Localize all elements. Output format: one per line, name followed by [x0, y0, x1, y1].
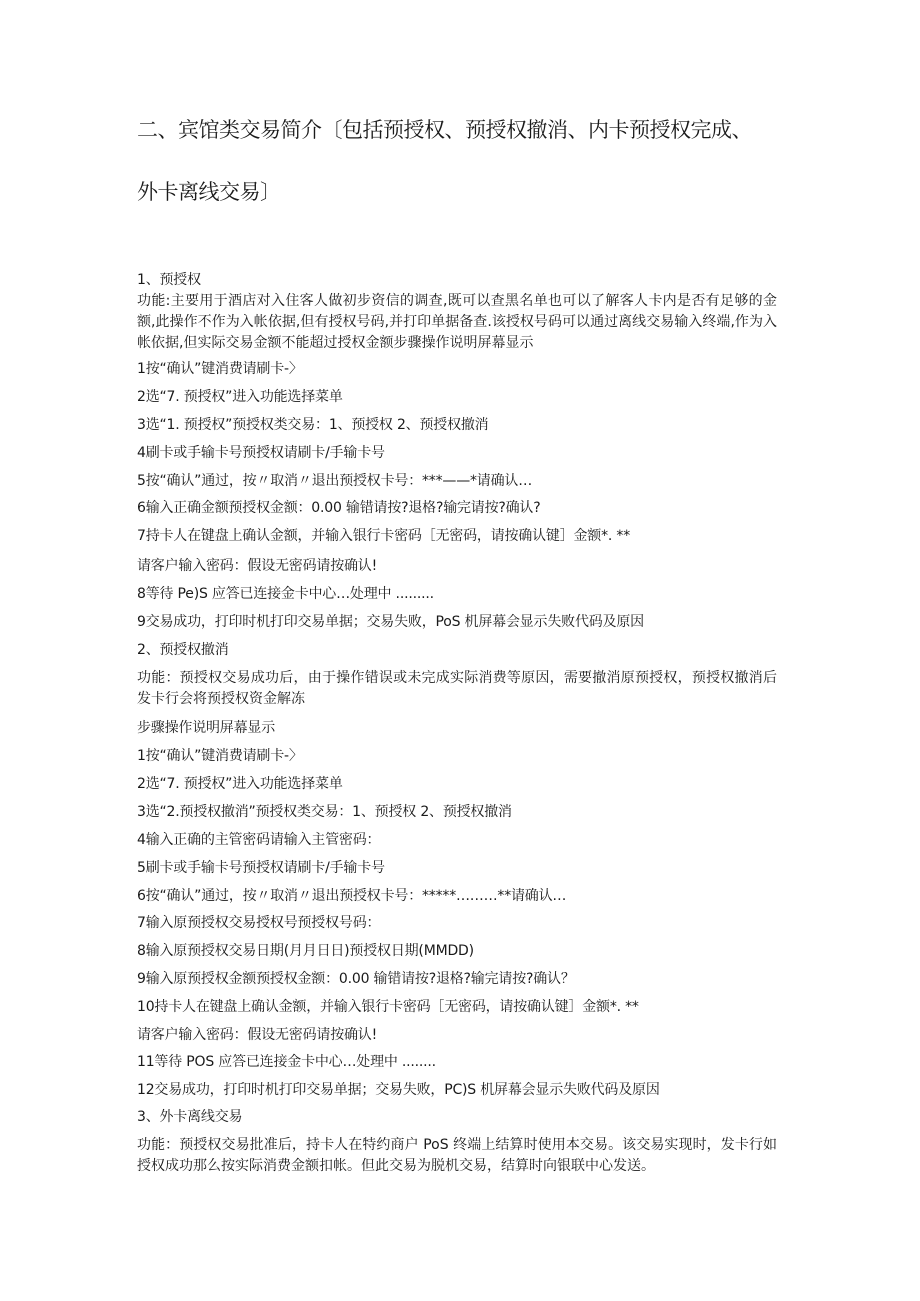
section-2-step: 请客户输入密码：假设无密码请按确认!	[137, 1027, 378, 1043]
section-1-step: 3选“1. 预授权”预授权类交易：1、预授权 2、预授权撤消	[137, 417, 489, 433]
section-2-subheading: 步骤操作说明屏幕显示	[137, 720, 275, 736]
section-2-step: 8输入原预授权交易日期(月月日日)预授权日期(MMDD)	[137, 943, 474, 959]
section-1-step: 5按“确认”通过，按〃取消〃退出预授权卡号：***——*请确认…	[137, 473, 533, 489]
section-1-step: 9交易成功，打印时机打印交易单据；交易失败，PoS 机屏幕会显示失败代码及原因	[137, 614, 644, 630]
section-2-step: 7输入原预授权交易授权号预授权号码：	[137, 915, 381, 931]
section-1-step: 7持卡人在键盘上确认金额，并输入银行卡密码［无密码，请按确认键］金额*. **	[137, 528, 631, 544]
section-1-step: 4刷卡或手输卡号预授权请刷卡/手输卡号	[137, 445, 385, 461]
section-3-heading: 3、外卡离线交易	[137, 1109, 243, 1125]
section-2-step: 1按“确认”键消费请刷卡-〉	[137, 748, 303, 764]
section-1-step: 8等待 Pe)S 应答已连接金卡中心…处理中 .........	[137, 586, 434, 602]
section-2-heading: 2、预授权撤消	[137, 642, 229, 658]
section-1-step: 请客户输入密码：假设无密码请按确认!	[137, 558, 378, 574]
section-1-heading: 1、预授权	[137, 272, 201, 288]
section-1-function: 功能:主要用于酒店对入住客人做初步资信的调查,既可以查黑名单也可以了解客人卡内是否有足够的金额,此操作不作为入帐依据,但有授权号码,并打印单据备查.该授权号码可以通过离线交易输入终端,作为入帐依据,但实际交易金额不能超过授权金额步骤操作说明屏幕显示	[137, 293, 777, 351]
section-2-step: 3选“2.预授权撤消”预授权类交易：1、预授权 2、预授权撤消	[137, 804, 512, 820]
section-2-step: 5刷卡或手输卡号预授权请刷卡/手输卡号	[137, 860, 385, 876]
section-2-function: 功能：预授权交易成功后，由于操作错误或未完成实际消费等原因，需要撤消原预授权，预授权撤消后发卡行会将预授权资金解冻	[137, 670, 777, 707]
section-2-step: 9输入原预授权金额预授权金额：0.00 输错请按?退格?输完请按?确认？	[137, 971, 575, 987]
page-title-line-2: 外卡离线交易〕	[137, 180, 281, 204]
section-1-step: 2选“7. 预授权”进入功能选择菜单	[137, 389, 343, 405]
section-2-step: 2选“7. 预授权”进入功能选择菜单	[137, 776, 343, 792]
section-2-step: 10持卡人在键盘上确认金额，并输入银行卡密码［无密码，请按确认键］金额*. **	[137, 999, 639, 1015]
section-1-step: 1按“确认”键消费请刷卡-〉	[137, 361, 303, 377]
section-2-step: 11等待 POS 应答已连接金卡中心…处理中 ........	[137, 1054, 436, 1070]
page-title-line-1: 二、宾馆类交易简介〔包括预授权、预授权撤消、内卡预授权完成、	[137, 118, 752, 142]
section-2-step: 12交易成功，打印时机打印交易单据；交易失败，PC)S 机屏幕会显示失败代码及原因	[137, 1082, 660, 1098]
section-3-function: 功能：预授权交易批准后，持卡人在特约商户 PoS 终端上结算时使用本交易。该交易实现时，发卡行如授权成功那么按实际消费金额扣帐。但此交易为脱机交易，结算时向银联中心发送。	[137, 1137, 777, 1174]
section-2-step: 6按“确认”通过，按〃取消〃退出预授权卡号：*****………**请确认…	[137, 888, 567, 904]
section-1-step: 6输入正确金额预授权金额：0.00 输错请按?退格?输完请按?确认?	[137, 500, 541, 516]
section-2-step: 4输入正确的主管密码请输入主管密码：	[137, 832, 381, 848]
